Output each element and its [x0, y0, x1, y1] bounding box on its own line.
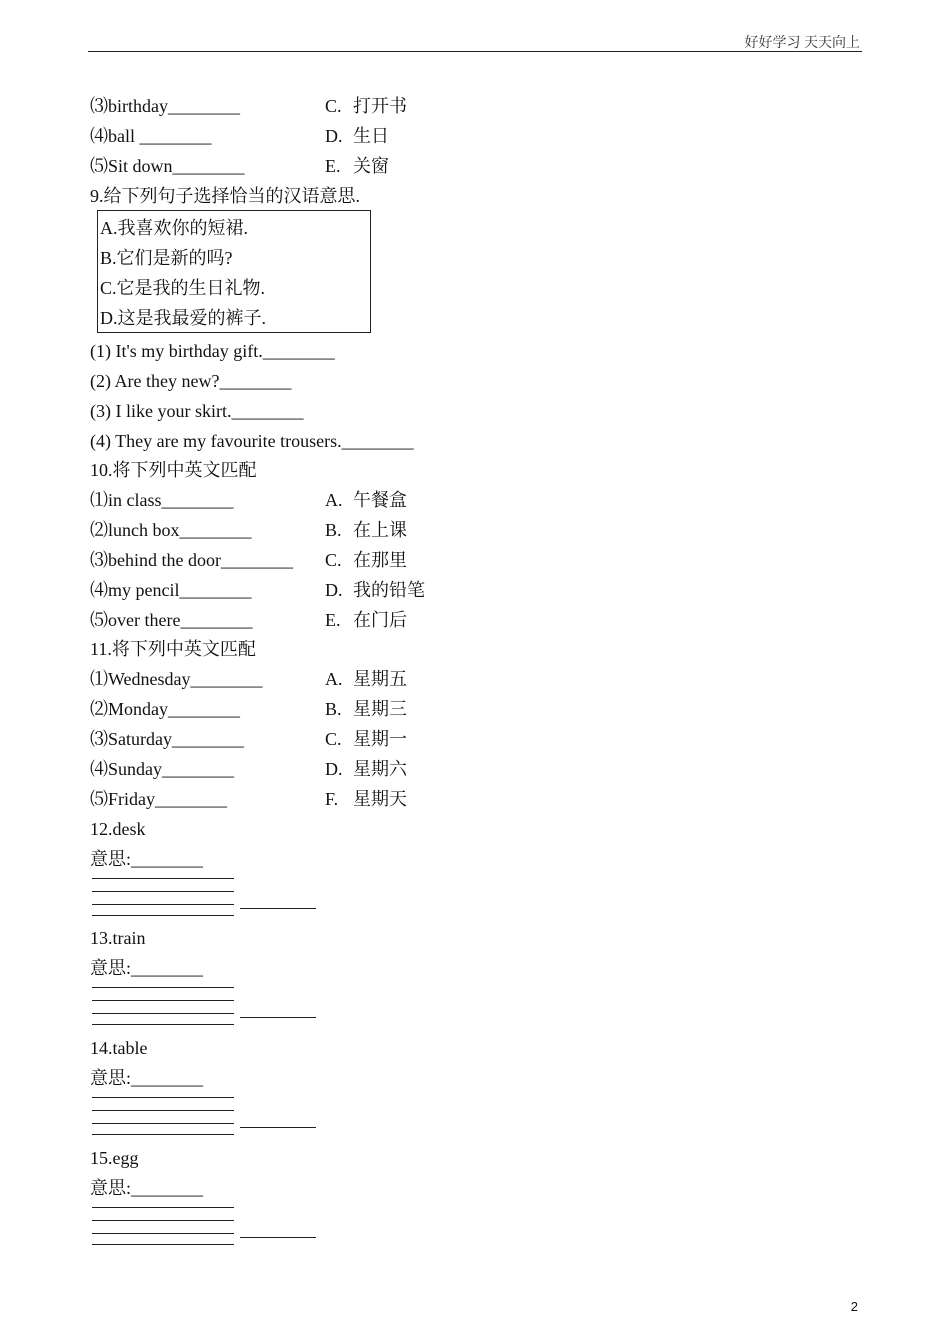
- writing-line: [92, 891, 234, 892]
- match-left-item: ⑵Monday________: [90, 699, 240, 719]
- option-text: 星期一: [353, 729, 407, 749]
- options-box: [97, 210, 371, 333]
- writing-line: [92, 1110, 234, 1111]
- option-text: 在上课: [353, 520, 407, 540]
- match-left-item: ⑷ball ________: [90, 126, 212, 146]
- match-left-item: ⑶behind the door________: [90, 550, 293, 570]
- match-right-item: [325, 579, 425, 601]
- writing-line: [92, 1233, 234, 1234]
- word-title: 14.table: [90, 1038, 148, 1058]
- word-title: 12.desk: [90, 819, 146, 839]
- match-right-item: [325, 95, 407, 117]
- option-letter: E.: [325, 156, 341, 176]
- option-letter: C.: [325, 550, 342, 570]
- match-right-item: [325, 668, 407, 690]
- word-title: 13.train: [90, 928, 146, 948]
- sentence-item: (3) I like your skirt.________: [90, 401, 304, 421]
- word-meaning: 意思:________: [90, 849, 204, 869]
- word-meaning: 意思:________: [90, 1068, 204, 1088]
- option-text: 午餐盒: [353, 490, 407, 510]
- writing-line: [92, 878, 234, 879]
- match-right-item: [325, 549, 407, 571]
- match-right-item: [325, 609, 407, 631]
- option-text: 在门后: [353, 610, 407, 630]
- match-left-item: ⑸over there________: [90, 610, 253, 630]
- option-letter: D.: [325, 759, 343, 779]
- writing-line: [92, 1013, 234, 1014]
- match-right-item: [325, 788, 407, 810]
- writing-line: [92, 904, 234, 905]
- question-title: 10.将下列中英文匹配: [90, 460, 257, 480]
- match-right-item: [325, 728, 407, 750]
- header-divider: [88, 51, 862, 52]
- match-right-item: [325, 698, 407, 720]
- match-right-item: [325, 125, 389, 147]
- option-text: 在那里: [353, 550, 407, 570]
- option-text: 星期五: [353, 669, 407, 689]
- header-slogan: 好好学习 天天向上: [744, 36, 860, 51]
- sentence-item: (2) Are they new?________: [90, 371, 292, 391]
- option-text: 星期天: [353, 789, 407, 809]
- option-letter: D.: [325, 580, 343, 600]
- match-left-item: ⑵lunch box________: [90, 520, 252, 540]
- option-text: 打开书: [353, 96, 407, 116]
- option-line: B.它们是新的吗?: [100, 248, 233, 268]
- match-left-item: ⑶birthday________: [90, 96, 240, 116]
- option-letter: D.: [325, 126, 343, 146]
- sentence-item: (1) It's my birthday gift.________: [90, 341, 335, 361]
- writing-line: [92, 1097, 234, 1098]
- writing-line: [92, 1207, 234, 1208]
- word-title: 15.egg: [90, 1148, 139, 1168]
- option-letter: E.: [325, 610, 341, 630]
- option-line: C.它是我的生日礼物.: [100, 278, 266, 298]
- word-meaning: 意思:________: [90, 1178, 204, 1198]
- match-left-item: ⑸Friday________: [90, 789, 227, 809]
- option-letter: C.: [325, 729, 342, 749]
- answer-blank: [240, 1127, 316, 1128]
- page-number: 2: [850, 1299, 858, 1314]
- match-right-item: [325, 489, 407, 511]
- match-left-item: ⑸Sit down________: [90, 156, 245, 176]
- writing-line: [92, 1244, 234, 1245]
- option-line: A.我喜欢你的短裙.: [100, 218, 248, 238]
- match-left-item: ⑴Wednesday________: [90, 669, 263, 689]
- match-right-item: [325, 519, 407, 541]
- match-left-item: ⑷Sunday________: [90, 759, 234, 779]
- writing-line: [92, 1134, 234, 1135]
- option-letter: B.: [325, 699, 342, 719]
- option-line: D.这是我最爱的裤子.: [100, 308, 266, 328]
- word-meaning: 意思:________: [90, 958, 204, 978]
- match-right-item: [325, 155, 389, 177]
- writing-line: [92, 1000, 234, 1001]
- question-title: 11.将下列中英文匹配: [90, 639, 256, 659]
- option-text: 星期三: [353, 699, 407, 719]
- match-left-item: ⑷my pencil________: [90, 580, 252, 600]
- option-text: 我的铅笔: [353, 580, 425, 600]
- match-left-item: ⑴in class________: [90, 490, 234, 510]
- writing-line: [92, 1024, 234, 1025]
- option-letter: C.: [325, 96, 342, 116]
- question-title: 9.给下列句子选择恰当的汉语意思.: [90, 186, 360, 206]
- option-letter: F.: [325, 789, 339, 809]
- writing-line: [92, 1123, 234, 1124]
- option-letter: A.: [325, 669, 343, 689]
- answer-blank: [240, 1017, 316, 1018]
- option-text: 关窗: [353, 156, 389, 176]
- writing-line: [92, 915, 234, 916]
- option-text: 生日: [353, 126, 389, 146]
- match-left-item: ⑶Saturday________: [90, 729, 244, 749]
- answer-blank: [240, 1237, 316, 1238]
- writing-line: [92, 987, 234, 988]
- answer-blank: [240, 908, 316, 909]
- option-letter: B.: [325, 520, 342, 540]
- match-right-item: [325, 758, 407, 780]
- option-text: 星期六: [353, 759, 407, 779]
- option-letter: A.: [325, 490, 343, 510]
- sentence-item: (4) They are my favourite trousers.________: [90, 431, 414, 451]
- writing-line: [92, 1220, 234, 1221]
